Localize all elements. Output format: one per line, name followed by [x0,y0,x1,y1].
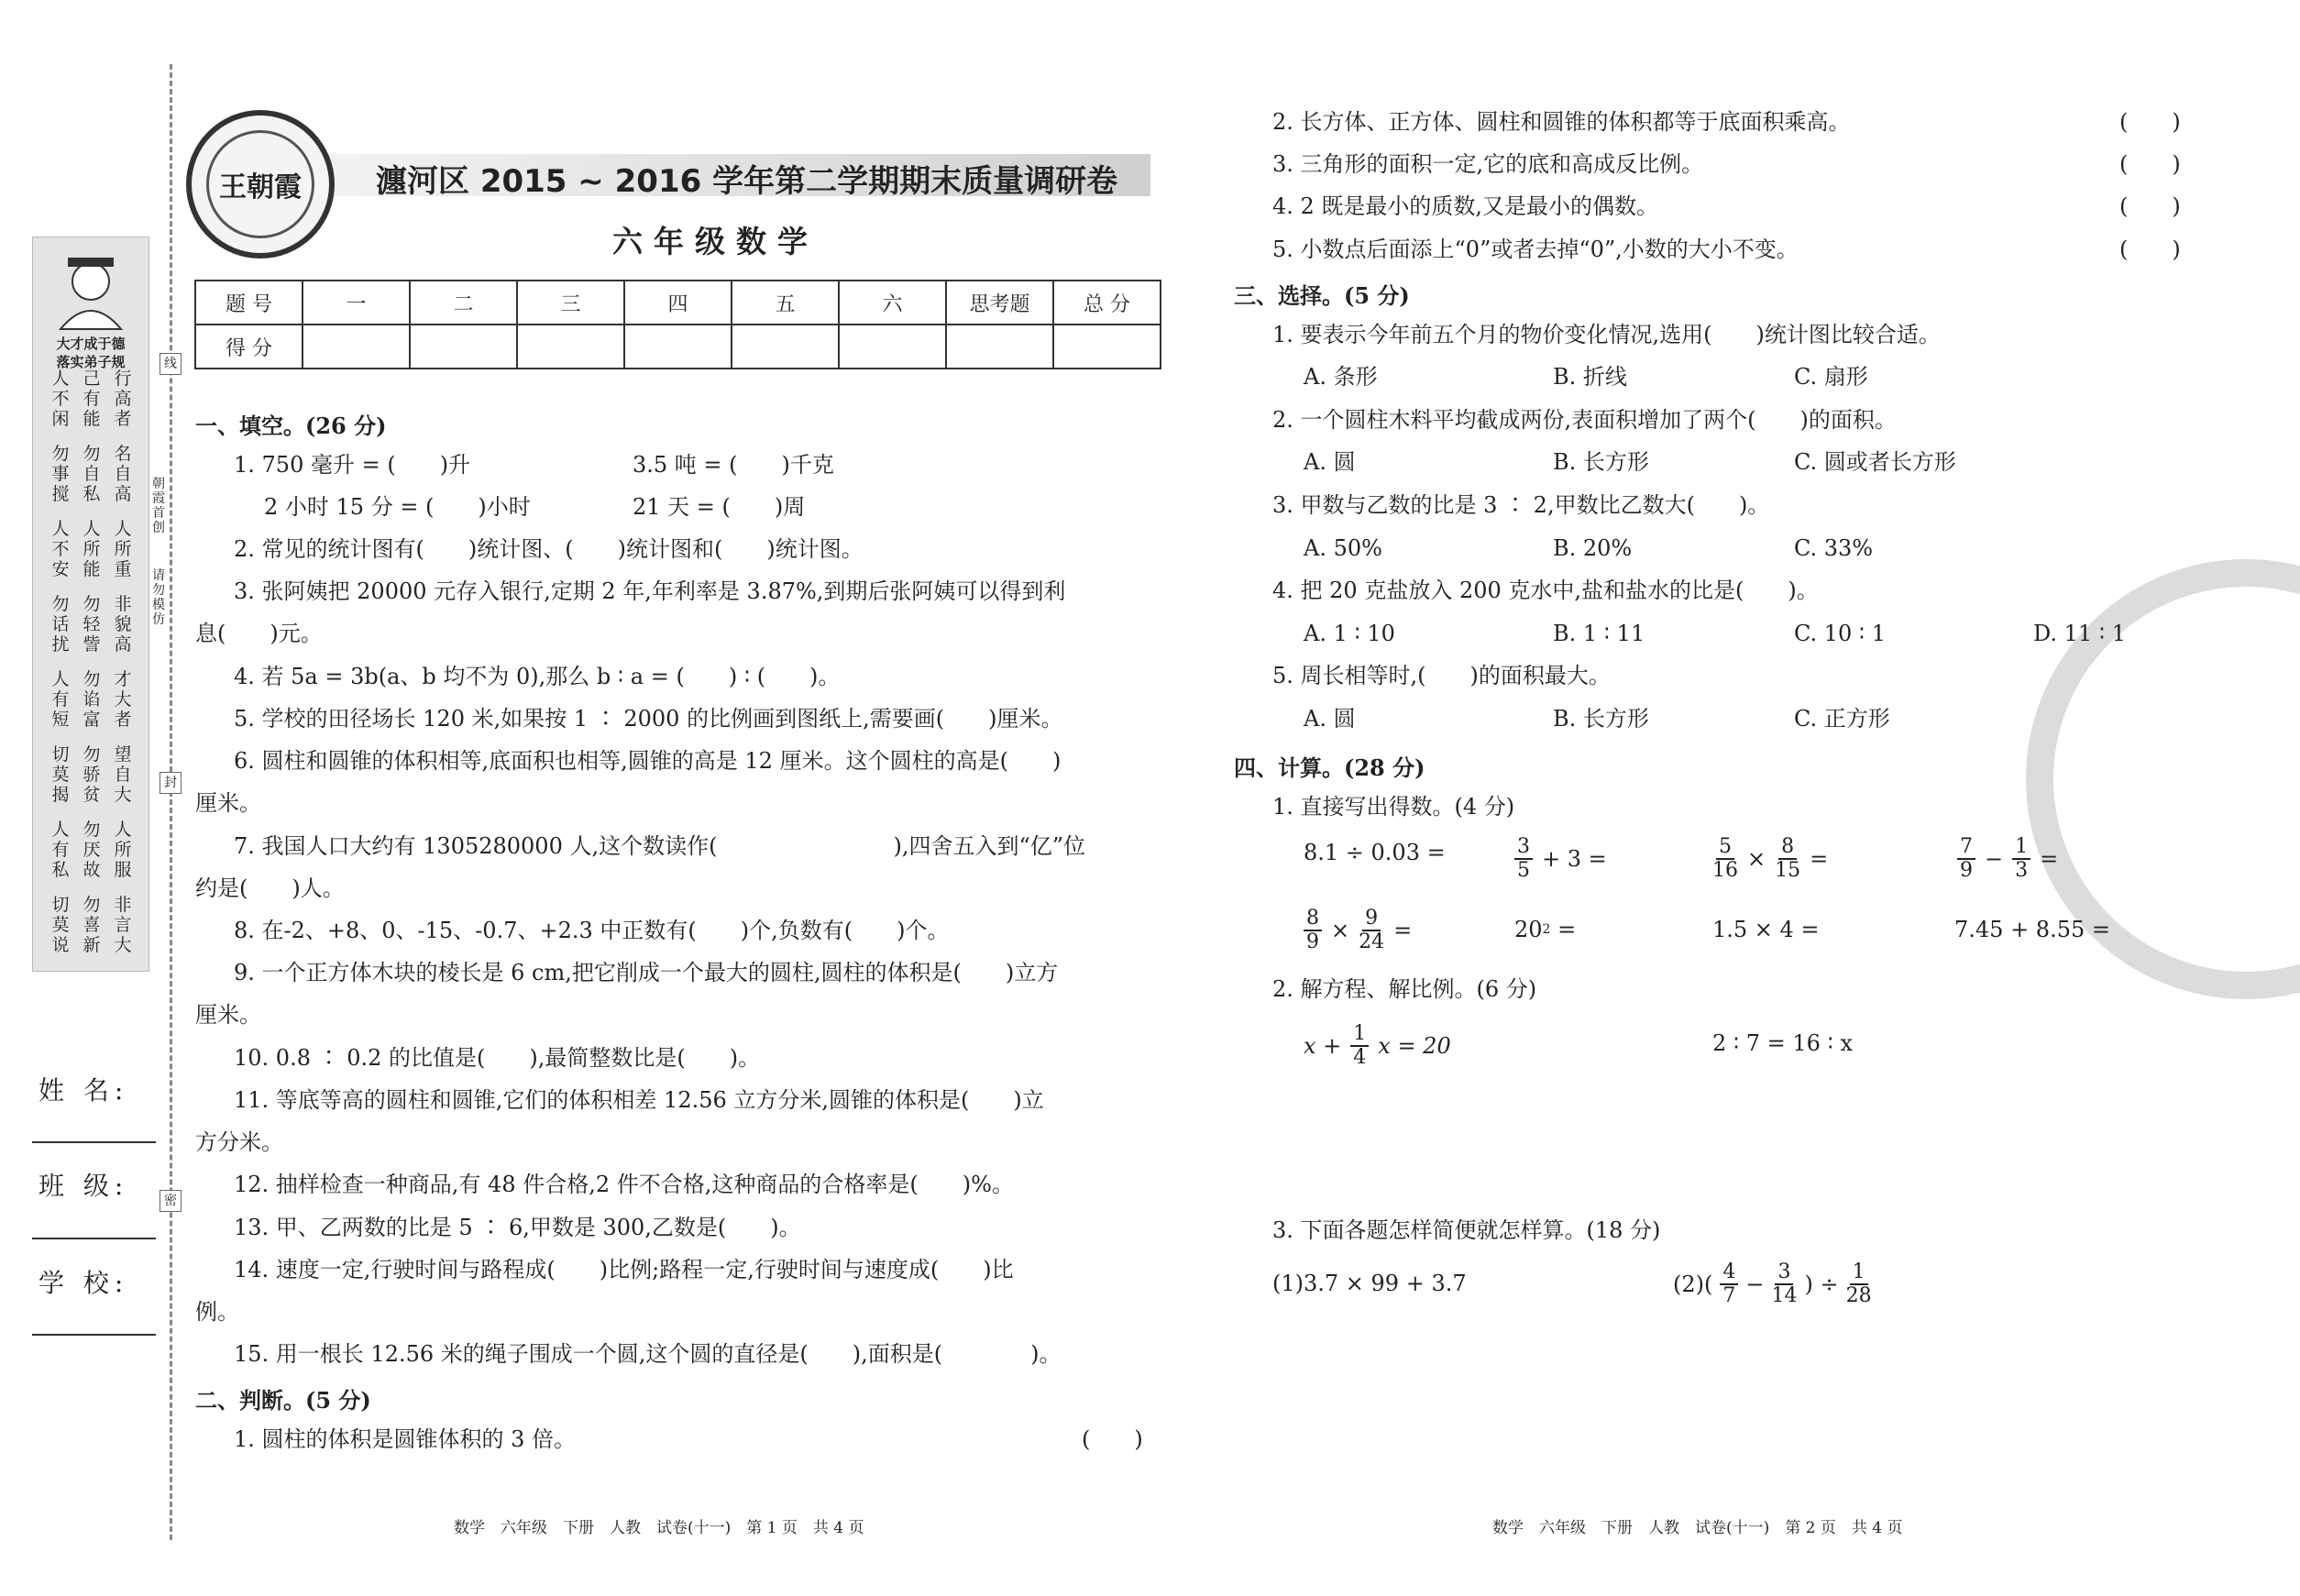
score-value-row [195,325,1161,369]
equals: = [2040,846,2059,872]
numerator: 1 [1850,1261,1868,1285]
motto-cell: 勿 自 私 [83,444,101,504]
question-1c: 2 小时 15 分 = ( )小时 [264,494,531,520]
motto-cell: 才 大 者 [114,669,132,730]
section-choice-heading: 三、选择。(5 分) [1234,282,1410,309]
motto-cell: 勿 话 扰 [51,594,70,655]
question-4: 4. 若 5a = 3b(a、b 均不为 0),那么 b ∶ a = ( ) ∶ ( )。 [234,664,841,689]
score-cell[interactable] [303,325,410,369]
expr-1-text: 8.1 ÷ 0.03 = [1304,840,1446,865]
expr-5 [1304,908,1412,953]
judge-1-answer[interactable]: ( ) [1082,1426,1143,1452]
equation-1-right: x = 20 [1378,1033,1451,1059]
motto-cell: 人 所 重 [114,519,132,579]
judge-5-answer[interactable]: ( ) [2119,237,2181,262]
choice-4-option[interactable]: A. 1 ∶ 10 [1304,621,1395,646]
footer-page-1: 数学 六年级 下册 人教 试卷(十一) 第 1 页 共 4 页 [454,1519,864,1537]
question-9-cont: 厘米。 [195,1002,261,1028]
denominator: 9 [1960,859,1973,882]
motto-cell: 己 有 能 [83,369,101,429]
question-14: 14. 速度一定,行驶时间与路程成( )比例;路程一定,行驶时间与速度成( )比 [234,1257,1014,1282]
score-cell[interactable] [517,325,624,369]
fraction [1350,1023,1369,1069]
denominator: 3 [2015,859,2029,882]
problem-2 [1673,1261,1872,1307]
expr-4 [1957,836,2058,882]
expr-1 [1304,840,1446,865]
judge-4: 4. 2 既是最小的质数,又是最小的偶数。 [1272,193,1659,219]
question-2: 2. 常见的统计图有( )统计图、( )统计图和( )统计图。 [234,536,864,562]
side-note-no-copy: 请勿模仿 [152,568,165,627]
motto-cell: 望 自 大 [114,744,132,805]
base: 20 [1514,917,1543,942]
name-field[interactable] [32,1141,156,1143]
motto-cell: 行 高 者 [114,369,132,429]
motto-cell: 勿 谄 富 [83,669,101,730]
choice-1-option[interactable]: B. 折线 [1553,364,1627,390]
fraction [1957,836,1975,882]
motto-cell: 名 自 高 [114,444,132,504]
problem-2-close: ) ÷ [1804,1271,1839,1297]
equation-2-text: 2 ∶ 7 = 16 ∶ x [1712,1030,1853,1056]
denominator: 15 [1775,859,1801,882]
choice-2-option[interactable]: A. 圆 [1304,449,1356,475]
judge-2-answer[interactable]: ( ) [2119,109,2181,135]
problem-1-text: (1)3.7 × 99 + 3.7 [1272,1271,1467,1296]
choice-5-option[interactable]: B. 长方形 [1553,706,1649,732]
motto-slogan [37,335,145,371]
denominator: 4 [1353,1046,1367,1069]
class-label: 班 级: [39,1171,129,1201]
expr-6 [1514,917,1576,942]
exponent: 2 [1542,922,1551,937]
choice-3-option[interactable]: A. 50% [1304,535,1382,561]
school-label: 学 校: [39,1268,129,1298]
score-header-cell: 六 [839,281,946,325]
score-header-cell: 题 号 [195,281,303,325]
choice-3-option[interactable]: C. 33% [1794,535,1874,561]
choice-3: 3. 甲数与乙数的比是 3 ∶ 2,甲数比乙数大( )。 [1272,492,1770,518]
expr-7 [1712,917,1820,942]
score-cell[interactable] [624,325,732,369]
numerator: 5 [1716,836,1734,860]
score-header-cell: 一 [303,281,410,325]
choice-4-option[interactable]: D. 11 ∶ 1 [2033,621,2126,646]
section-judge-heading: 二、判断。(5 分) [195,1387,371,1414]
motto-cell: 切 莫 说 [51,895,70,955]
denominator: 16 [1712,859,1738,882]
exam-title: 瀍河区 2015 ~ 2016 学年第二学期期末质量调研卷 [376,163,1118,200]
question-9: 9. 一个正方体木块的棱长是 6 cm,把它削成一个最大的圆柱,圆柱的体积是( )立方 [234,960,1059,985]
denominator: 28 [1845,1284,1872,1307]
equation-1-left: x + [1304,1033,1342,1059]
section-fill-in-heading: 一、填空。(26 分) [195,413,387,439]
judge-3: 3. 三角形的面积一定,它的底和高成反比例。 [1272,151,1704,177]
question-11-cont: 方分米。 [195,1129,283,1155]
numerator: 1 [1350,1023,1369,1047]
problem-1 [1272,1271,1467,1296]
question-13: 13. 甲、乙两数的比是 5 ∶ 6,甲数是 300,乙数是( )。 [234,1215,801,1240]
choice-2-option[interactable]: B. 长方形 [1553,449,1649,475]
footer-page-2: 数学 六年级 下册 人教 试卷(十一) 第 2 页 共 4 页 [1492,1519,1903,1537]
denominator: 14 [1771,1284,1798,1307]
slogan-line-2: 落实弟子规 [56,354,126,370]
score-header-cell: 五 [732,281,839,325]
equals: = [1393,918,1413,943]
motto-cell: 人 不 安 [51,519,70,579]
section-calc-heading: 四、计算。(28 分) [1234,754,1425,781]
numerator: 8 [1778,836,1797,860]
operator: − [1745,1271,1765,1297]
expr-7-text: 1.5 × 4 = [1712,917,1820,942]
equals: = [1550,917,1577,942]
score-header-cell: 思考题 [946,281,1053,325]
question-11: 11. 等底等高的圆柱和圆锥,它们的体积相差 12.56 立方分米,圆锥的体积是( )立 [234,1087,1044,1113]
fraction [1775,836,1800,882]
choice-5-option[interactable]: A. 圆 [1304,706,1356,732]
judge-1: 1. 圆柱的体积是圆锥体积的 3 倍。 [234,1426,577,1452]
operator: − [1985,846,2004,872]
question-1a: 1. 750 毫升 = ( )升 [234,452,471,478]
choice-4-option[interactable]: B. 1 ∶ 11 [1553,621,1645,646]
judge-2: 2. 长方体、正方体、圆柱和圆锥的体积都等于底面积乘高。 [1272,109,1851,135]
score-header-cell: 总 分 [1053,281,1161,325]
question-6: 6. 圆柱和圆锥的体积相等,底面积也相等,圆锥的高是 12 厘米。这个圆柱的高是( ) [234,748,1062,774]
numerator: 3 [1514,836,1533,860]
question-6-cont: 厘米。 [195,790,261,816]
choice-1-option[interactable]: A. 条形 [1304,364,1378,390]
choice-4: 4. 把 20 克盐放入 200 克水中,盐和盐水的比是( )。 [1272,578,1819,603]
question-7-cont: 约是( )人。 [195,875,345,901]
expr-2 [1514,836,1607,882]
scholar-illustration-icon [33,237,149,338]
judge-5: 5. 小数点后面添上“0”或者去掉“0”,小数的大小不变。 [1272,237,1799,262]
choice-3-option[interactable]: B. 20% [1553,535,1633,561]
problem-2-open: (2)( [1673,1271,1713,1297]
numerator: 4 [1720,1261,1738,1285]
denominator: 5 [1517,859,1530,882]
choice-2: 2. 一个圆柱木料平均截成两份,表面积增加了两个( )的面积。 [1272,407,1897,433]
class-field[interactable] [32,1238,156,1239]
slogan-line-1: 大才成于德 [56,336,126,352]
motto-cell: 勿 厌 故 [83,820,101,880]
fraction [1359,908,1384,953]
calc-part-1: 1. 直接写出得数。(4 分) [1272,794,1515,820]
expr-3 [1712,836,1828,882]
choice-5: 5. 周长相等时,( )的面积最大。 [1272,663,1611,688]
operator: × [1747,846,1766,872]
motto-cell: 勿 事 搅 [51,444,70,504]
question-8: 8. 在-2、+8、0、-15、-0.7、+2.3 中正数有( )个,负数有( )个。 [234,918,950,943]
question-1d: 21 天 = ( )周 [633,494,806,520]
question-3: 3. 张阿姨把 20000 元存入银行,定期 2 年,年利率是 3.87%,到期后张阿姨可以得到利 [234,578,1066,604]
motto-cell: 人 有 短 [51,669,70,730]
score-header-row [195,281,1161,325]
fraction [1846,1261,1872,1307]
publisher-logo [186,110,335,259]
question-7: 7. 我国人口大约有 1305280000 人,这个数读作( ),四舍五入到“亿”位 [234,833,1086,859]
side-note-original: 朝霞首创 [152,477,165,535]
motto-cell: 人 所 服 [114,820,132,880]
question-14-cont: 例。 [195,1299,239,1325]
motto-cell: 勿 轻 訾 [83,594,101,655]
question-15: 15. 用一根长 12.56 米的绳子围成一个圆,这个圆的直径是( ),面积是( )。 [234,1341,1062,1367]
fraction [1720,1261,1738,1307]
logo-text: 王朝霞 [219,171,302,204]
fraction [1712,836,1738,882]
numerator: 3 [1775,1261,1793,1285]
score-cell[interactable] [946,325,1053,369]
binding-dash-line [170,64,172,1540]
score-cell[interactable] [1053,325,1161,369]
score-row-label: 得 分 [195,325,303,369]
motto-cell: 勿 骄 贫 [83,744,101,805]
expr-8-text: 7.45 + 8.55 = [1954,917,2110,942]
motto-cell: 切 莫 揭 [51,744,70,805]
motto-cell: 勿 喜 新 [83,895,101,955]
numerator: 8 [1304,908,1322,931]
judge-4-answer[interactable]: ( ) [2119,193,2181,219]
motto-cell: 非 貌 高 [114,594,132,655]
calc-part-2: 2. 解方程、解比例。(6 分) [1272,976,1537,1002]
question-1b: 3.5 吨 = ( )千克 [633,452,834,478]
denominator: 24 [1359,930,1385,953]
score-cell[interactable] [732,325,839,369]
exam-subtitle: 六年级数学 [612,224,819,259]
choice-4-option[interactable]: C. 10 ∶ 1 [1794,621,1887,646]
choice-5-option[interactable]: C. 正方形 [1794,706,1890,732]
seal-line-mark: 线 [160,353,182,375]
score-cell[interactable] [839,325,946,369]
seal-seal-mark: 封 [160,772,182,794]
motto-cell: 非 言 大 [114,895,132,955]
equation-1 [1304,1023,1451,1069]
name-label: 姓 名: [39,1075,129,1106]
fraction [1514,836,1533,882]
score-header-cell: 三 [517,281,624,325]
score-cell[interactable] [410,325,517,369]
expr-8 [1954,917,2110,942]
seal-secret-mark: 密 [160,1190,182,1212]
score-header-cell: 四 [624,281,732,325]
numerator: 1 [2012,836,2030,860]
denominator: 7 [1722,1284,1736,1307]
choice-1-option[interactable]: C. 扇形 [1794,364,1868,390]
motto-cell: 人 所 能 [83,519,101,579]
choice-1: 1. 要表示今年前五个月的物价变化情况,选用( )统计图比较合适。 [1272,322,1941,347]
judge-3-answer[interactable]: ( ) [2119,151,2181,177]
numerator: 9 [1362,908,1381,931]
equals: = [1810,846,1829,872]
choice-2-option[interactable]: C. 圆或者长方形 [1794,449,1956,475]
score-header-cell: 二 [410,281,517,325]
question-12: 12. 抽样检查一种商品,有 48 件合格,2 件不合格,这种商品的合格率是( )%。 [234,1172,1014,1197]
fraction [1304,908,1322,953]
question-10: 10. 0.8 ∶ 0.2 的比值是( ),最简整数比是( )。 [234,1045,761,1071]
fraction [1771,1261,1797,1307]
motto-cell: 人 有 私 [51,820,70,880]
operator: × [1331,918,1350,943]
numerator: 7 [1957,836,1975,860]
denominator: 9 [1306,930,1319,953]
equation-2 [1712,1030,1853,1056]
calc-part-3: 3. 下面各题怎样简便就怎样算。(18 分) [1272,1217,1661,1243]
question-3-cont: 息( )元。 [195,621,323,646]
motto-cell: 人 不 闲 [51,369,70,429]
expr-2-text: + 3 = [1542,846,1607,872]
score-table [194,280,1161,369]
motto-grid [48,369,136,970]
question-5: 5. 学校的田径场长 120 米,如果按 1 ∶ 2000 的比例画到图纸上,需要画( )厘米。 [234,706,1063,732]
school-field[interactable] [32,1334,156,1336]
fraction [2012,836,2030,882]
